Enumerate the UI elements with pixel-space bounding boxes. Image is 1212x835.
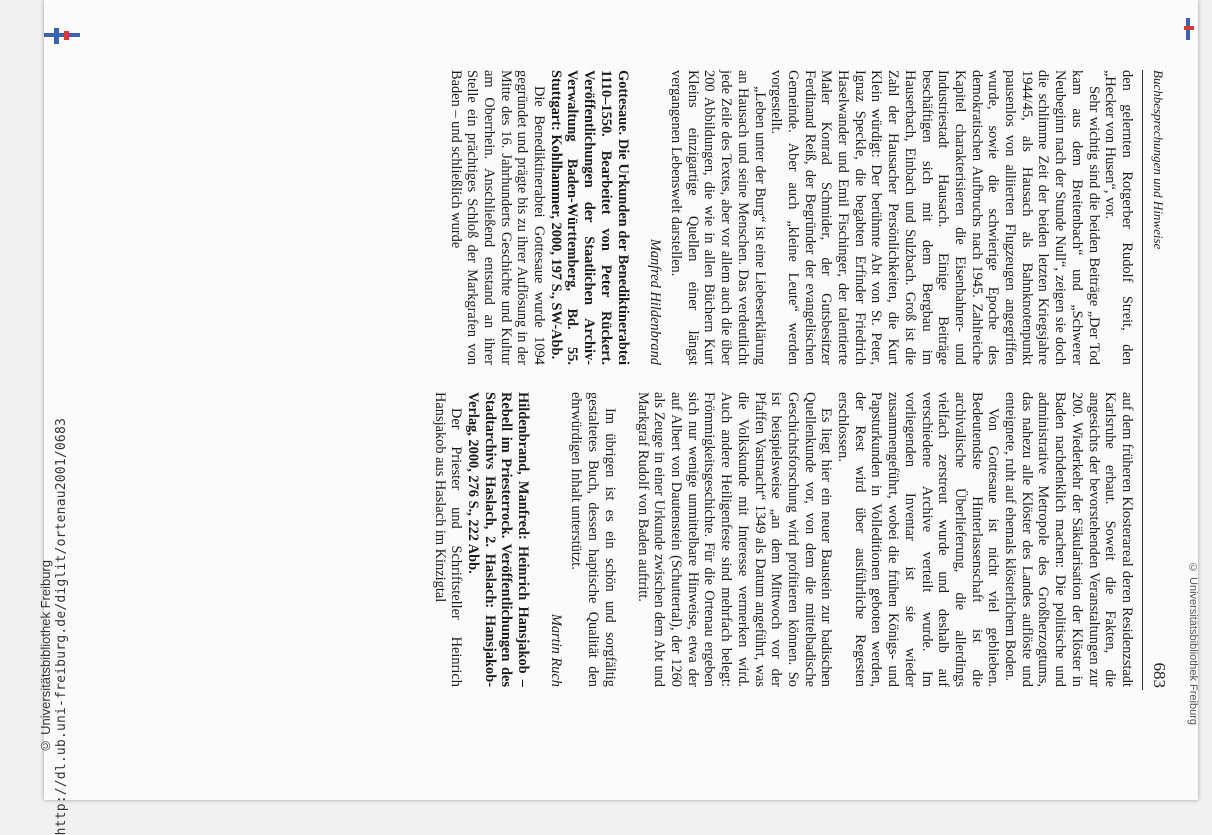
paragraph: auf dem früheren Klosterareal deren Residenzstadt Karlsruhe erbaut. Soweit die Fakten, die angesichts der bevorstehenden Veranstaltungen zur 200. Wiederkehr der Säkularisation der Klöster in Baden nachdenklich machen: Die politische und administrative Metropole des Großherzogtums, das nahezu alle Klöster des Landes auflöste und enteignete, ruht auf ehemals klösterlichem Boden. [1002, 392, 1135, 687]
reviewer-signature: Manfred Hildenbrand [647, 238, 664, 365]
running-title: Buchbesprechungen und Hinweise [1151, 70, 1166, 250]
rotated-page-content [169, 70, 1169, 690]
paragraph: Der Priester und Schriftsteller Heinrich Hansjakob aus Haslach im Kinzigtal [431, 392, 465, 687]
page-number: 683 [1150, 662, 1169, 688]
library-credit: © Universitätsbibliothek Freiburg [38, 560, 53, 754]
paragraph: den gelernten Rotgerber Rudolf Streit, den „Hecker von Husen“, vor. [1102, 70, 1135, 365]
page-header [1142, 70, 1169, 690]
book-entry-heading: Gottesaue. Die Urkunden der Benediktinerabtei 1110–1550. Bearbeitet von Peter Rückert. Veröffentlichungen der Staatlichen Archiv-Verwaltung Baden-Württemberg, Bd. 55. Stuttgart: Kohlhammer, 2000, 197 S., SW-Abb. [547, 70, 631, 365]
book-entry-heading: Hildenbrand, Manfred: Heinrich Hansjakob – Rebell im Priesterrock. Veröffentlichungen des Stadtarchivs Haslach, 2. Haslach: Hansjakob-Verlag, 2000, 276 S., 222 Abb. [464, 392, 532, 687]
paragraph: Im übrigen ist es ein schön und sorgfältig gestaltetes Buch, dessen haptische Qualität den ehrwürdigen Inhalt unterstützt. [568, 392, 618, 687]
paragraph: „Leben unter der Burg“ ist eine Liebeserklärung an Hausach und seine Menschen. Das verdeutlicht jede Zeile des Textes, aber vor allem auch die über 200 Abbildungen, die wie in allen Büchern Kurt Kleins einzigartige Quellen einer längst vergangenen Lebenswelt darstellen. [668, 70, 768, 365]
paragraph: Die Benediktinerabtei Gottesaue wurde 1094 gegründet und prägte bis zu ihrer Auflösung in der Mitte des 16. Jahrhunderts Geschichte und Kultur am Oberrhein. Anschließend entstand an ihrer Stelle ein prächtiges Schloß der Markgrafen von Baden – und schließlich wurde [447, 70, 548, 365]
paragraph: Von Gottesaue ist nicht viel geblieben. Bedeutendste Hinterlassenschaft ist die archivalische Überlieferung, die allerdings vielfach zerstreut wurde und deshalb auf verschiedene Archive verteilt wurde. Im vorliegenden Inventar ist sie wieder zusammengeführt, wobei die frühen Königs- und Papsturkunden in Volleditionen geboten werden, der Rest wird über ausführliche Regesten erschlossen. [835, 392, 1002, 687]
library-logo-icon-right [1184, 18, 1194, 40]
right-column [431, 392, 1135, 687]
paragraph: Sehr wichtig sind die beiden Beiträge „Der Tod kam aus dem Breitenbach“ und „Schwerer Neubeginn nach der Stunde Null“, zeigen sie doch die schlimme Zeit der beiden letzten Kriegsjahre 1944/45, als Hausach als Bahnknotenpunkt pausenlos von alliierten Flugzeugen angegriffen wurde, sowie die schwierige Epoche des demokratischen Aufbruchs nach 1945. Zahlreiche Kapitel charakterisieren die Eisenbahner- und Industriestadt Hausach. Einige Beiträge beschäftigen sich mit dem Bergbau im Hauserbach, Einbach und Sulzbach. Groß ist die Zahl der Hausacher Persönlichkeiten, die Kurt Klein würdigt: Der berühmte Abt von St. Peter, Ignaz Speckle, die begabten Erfinder Friedrich Haselwander und Emil Fischinger, der talentierte Maler Konrad Schmider, der Gutsbesitzer Ferdinand Reiß, der Begründer der evangelischen Gemeinde. Aber auch „kleine Leute“ werden vorgestellt. [768, 70, 1102, 365]
scanned-page [38, 0, 1199, 835]
left-column [447, 70, 1135, 365]
paragraph: Es liegt hier ein neuer Baustein zur badischen Quellenkunde vor, von dem die mittelbadische Geschichtsforschung wird profitieren können. So ist beispielsweise „an dem Mittwoch vor der Pfaffen Vastnacht“ 1349 als Datum angeführt, was die Volkskunde mit Interesse vermerken wird. Auch andere Heiligenfeste sind mehrfach belegt: Frömmigkeitsgeschichte. Für die Ortenau ergeben sich nur wenige unmittelbare Hinweise, etwa der auf Albert von Dautenstein (Schuttertal), der 1260 als Zeuge in einer Urkunde zwischen dem Abt und Markgraf Rudolf von Baden auftritt. [634, 392, 835, 687]
library-logo-icon [44, 28, 80, 44]
library-credit-right: © Universitätsbibliothek Freiburg [1187, 562, 1199, 726]
permalink-url[interactable]: http://dl.ub.uni-freiburg.de/diglit/ortenau2001/0683 [54, 418, 69, 835]
reviewer-signature: Martin Ruch [547, 613, 564, 687]
